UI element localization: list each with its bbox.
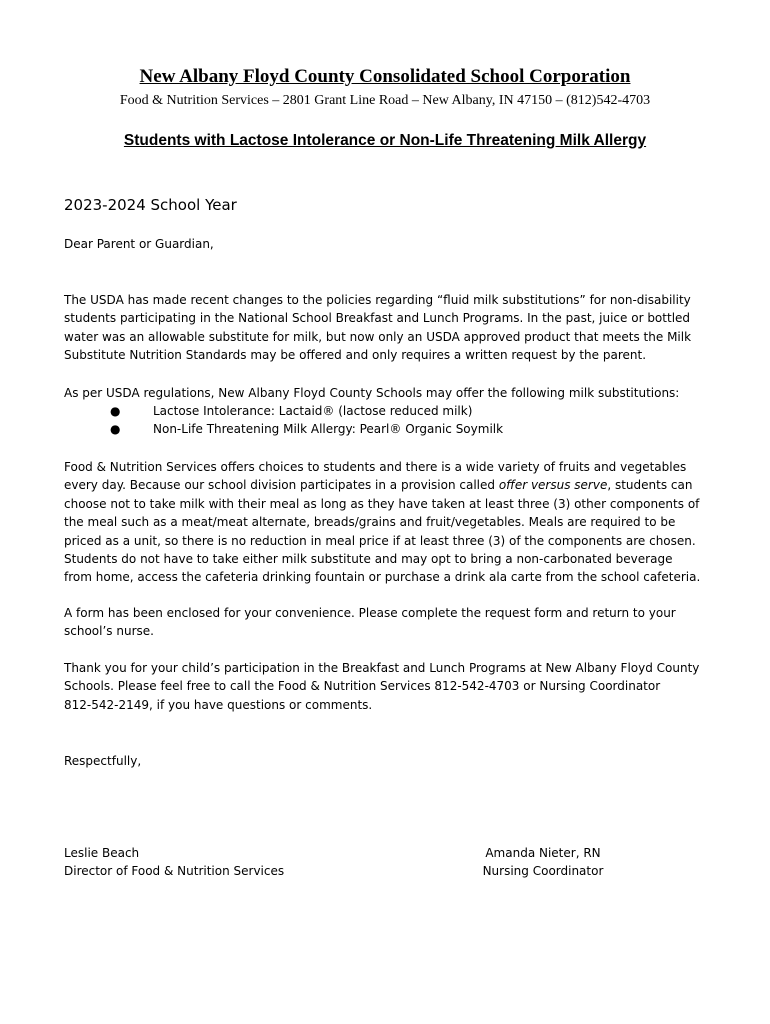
list-item-text: Lactose Intolerance: Lactaid® (lactose reduced milk) [153, 404, 473, 418]
paragraph-line: school’s nurse. [64, 624, 154, 639]
organization-name: New Albany Floyd County Consolidated School Corporation [139, 66, 631, 87]
paragraph-form-enclosed [64, 604, 714, 641]
paragraph-line: water was an allowable substitute for milk, but now only an USDA approved product that meets the Milk [64, 329, 692, 344]
text-segment: , students can [607, 478, 693, 493]
paragraph-line: 812-542-2149, if you have questions or comments. [64, 697, 373, 712]
school-year: 2023-2024 School Year [64, 196, 237, 214]
list-item [110, 402, 503, 420]
closing: Respectfully, [64, 754, 142, 768]
text-segment: every day. Because our school division participates in a provision called [64, 478, 499, 493]
signer-title: Director of Food & Nutrition Services [64, 864, 285, 879]
signature-block-right [480, 844, 606, 881]
paragraph-line: the meal such as a meat/meat alternate, breads/grains and fruit/vegetables. Meals are required to be [64, 515, 676, 530]
paragraph-line: from home, access the cafeteria drinking fountain or purchase a drink ala carte from the school cafeteria. [64, 570, 701, 585]
signer-name: Amanda Nieter, RN [485, 846, 601, 860]
paragraph-line: Students do not have to take either milk substitute and may opt to bring a non-carbonated beverage [64, 552, 673, 567]
paragraph-line: students participating in the National School Breakfast and Lunch Programs. In the past, juice or bottled [64, 311, 691, 326]
paragraph-line: priced as a unit, so there is no reduction in meal price if at least three (3) of the components are chosen. [64, 533, 696, 548]
signer-title: Nursing Coordinator [482, 864, 604, 879]
paragraph-usda-changes [64, 291, 714, 365]
paragraph-line: Thank you for your child’s participation in the Breakfast and Lunch Programs at New Albany Floyd County [64, 661, 700, 675]
italic-term: offer versus serve [498, 478, 608, 493]
list-item [110, 420, 503, 438]
bullet-icon: ● [110, 404, 121, 418]
paragraph-line [64, 476, 714, 494]
paragraph-line: choose not to take milk with their meal as long as they have taken at least three (3) other components of [64, 496, 700, 511]
paragraph-substitutions-intro: As per USDA regulations, New Albany Floyd County Schools may offer the following milk substitutions: [64, 386, 680, 400]
paragraph-line: Food & Nutrition Services offers choices to students and there is a wide variety of fruits and vegetables [64, 460, 687, 474]
substitution-list [110, 402, 503, 439]
signer-name: Leslie Beach [64, 846, 140, 860]
organization-address: Food & Nutrition Services – 2801 Grant Line Road – New Albany, IN 47150 – (812)542-4703 [119, 93, 651, 108]
paragraph-offer-versus-serve [64, 458, 714, 587]
bullet-icon: ● [110, 422, 121, 437]
paragraph-line: Substitute Nutrition Standards may be offered and only requires a written request by the parent. [64, 348, 647, 363]
letter-title: Students with Lactose Intolerance or Non-Life Threatening Milk Allergy [123, 132, 647, 149]
list-item-text: Non-Life Threatening Milk Allergy: Pearl® Organic Soymilk [153, 422, 504, 437]
paragraph-line: A form has been enclosed for your convenience. Please complete the request form and return to your [64, 606, 676, 620]
paragraph-line: Schools. Please feel free to call the Food & Nutrition Services 812-542-4703 or Nursing Coordinator [64, 679, 661, 694]
signature-block-left [64, 844, 284, 881]
salutation: Dear Parent or Guardian, [64, 237, 214, 251]
paragraph-thank-you [64, 659, 714, 714]
paragraph-line: The USDA has made recent changes to the policies regarding “fluid milk substitutions” for non-disability [64, 293, 691, 307]
